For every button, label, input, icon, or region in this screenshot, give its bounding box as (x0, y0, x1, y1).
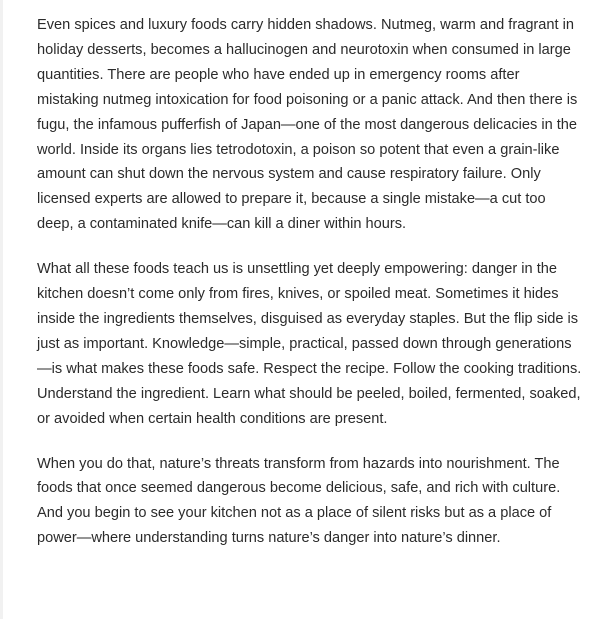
paragraph-conclusion: When you do that, nature’s threats transform from hazards into nourishment. The foods that once seemed dangerous become delicious, safe, and rich with culture. And you begin to see your kitchen not as a place of silent risks but as a place of power—where understanding turns nature’s danger into nature’s dinner. (37, 455, 561, 547)
paragraph-knowledge: What all these foods teach us is unsettling yet deeply empowering: danger in the kitchen doesn’t come only from fires, knives, or spoiled meat. Sometimes it hides inside the ingredients themselves, disguised as everyday staples. But the flip side is just as important. Knowledge—simple, practical, passed down through generations—is what makes these foods safe. Respect the recipe. Follow the cooking traditions. Understand the ingredient. Learn what should be peeled, boiled, fermented, soaked, or avoided when certain health conditions are present. (37, 261, 582, 427)
left-border (0, 0, 3, 619)
paragraph-spices-fugu: Even spices and luxury foods carry hidden shadows. Nutmeg, warm and fragrant in holiday desserts, becomes a hallucinogen and neurotoxin when consumed in large quantities. There are people who have ended up in emergency rooms after mistaking nutmeg intoxication for food poisoning or a panic attack. And then there is fugu, the infamous pufferfish of Japan—one of the most dangerous delicacies in the world. Inside its organs lies tetrodotoxin, a poison so potent that even a grain-like amount can shut down the nervous system and cause respiratory failure. Only licensed experts are allowed to prepare it, because a single mistake—a cut too deep, a contaminated knife—can kill a diner within hours. (37, 17, 578, 233)
article-body (37, 13, 585, 571)
